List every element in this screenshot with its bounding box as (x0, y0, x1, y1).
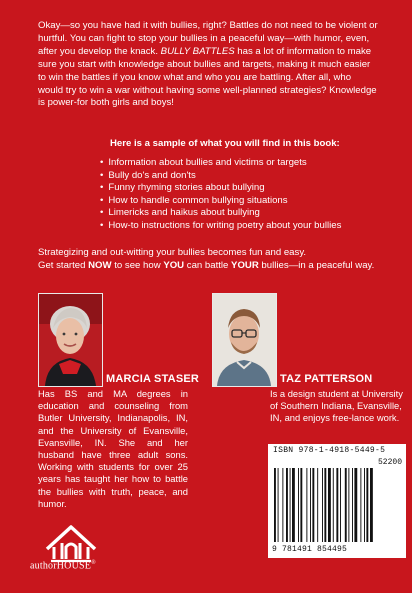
list-item: • Bully do's and don'ts (100, 170, 341, 183)
list-item: • How to handle common bullying situations (100, 195, 341, 208)
isbn-barcode (268, 444, 406, 558)
cta-text: Get started (38, 259, 89, 271)
price-code: 52200 (377, 458, 402, 467)
cta-text: can battle (184, 259, 232, 271)
isbn-label: ISBN 978-1-4918-5449-5 (273, 446, 386, 455)
author-photo (38, 293, 103, 387)
barcode-digits: 9 781491 854495 (272, 545, 348, 554)
list-item: • Information about bullies and victims or targets (100, 157, 341, 170)
sample-heading: Here is a sample of what you will find in this book: (110, 138, 340, 149)
cta-text: bullies—in a peaceful way. (258, 259, 375, 271)
list-item: • Limericks and haikus about bullying (100, 207, 341, 220)
illustrator-name: TAZ PATTERSON (280, 373, 373, 385)
call-to-action (38, 247, 383, 273)
intro-paragraph (38, 20, 378, 110)
author-name: MARCIA STASER (106, 373, 200, 385)
cta-emphasis-you: YOU (163, 259, 185, 271)
illustrator-portrait-image (213, 294, 276, 386)
barcode-bars-icon (274, 468, 402, 542)
cta-text: to see how (111, 259, 164, 271)
list-item: • How-to instructions for writing poetry about your bullies (100, 220, 341, 233)
contents-list (100, 157, 341, 233)
illustrator-bio: Is a design student at University of Southern Indiana, Evansville, IN, and enjoys free-lance work. (270, 388, 403, 424)
author-portrait-image (39, 294, 102, 386)
cta-emphasis-your: YOUR (231, 259, 259, 271)
intro-text-start: Okay—so you have had it with bullies, right? Battles do not need to be violent or hurtful. You can fight to stop your bullies in a peaceful way—with humor, even, after you develop the knack. (38, 20, 378, 57)
cta-line-1: Strategizing and out-witting your bullies becomes fun and easy. (38, 247, 307, 258)
intro-text-end: has a lot of information to make sure you start with knowledge about bullies and targets, making it much easier to win the battles if you know what and who you are battling. After all, who would try to win a war without having some well-planned strategies? Knowledge is power-for both girls and boys! (38, 45, 377, 109)
book-title-inline: BULLY BATTLES (160, 45, 235, 57)
author-bio: Has BS and MA degrees in education and counseling from Butler University, Indianapolis, IN, and the University of Evansville, Evansville, IN. She and her husband have three adult sons. Working with students for over 25 years has taught her how to battle the bullies with truth, peace, and humor. (38, 388, 188, 509)
publisher-wordmark: authorHOUSE (30, 560, 92, 572)
illustrator-photo (212, 293, 277, 387)
cta-emphasis-now: NOW (88, 259, 112, 271)
publisher-house-logo-icon (36, 515, 106, 585)
publisher-name (30, 560, 96, 571)
list-item: • Funny rhyming stories about bullying (100, 182, 341, 195)
registered-mark: ® (91, 560, 96, 566)
